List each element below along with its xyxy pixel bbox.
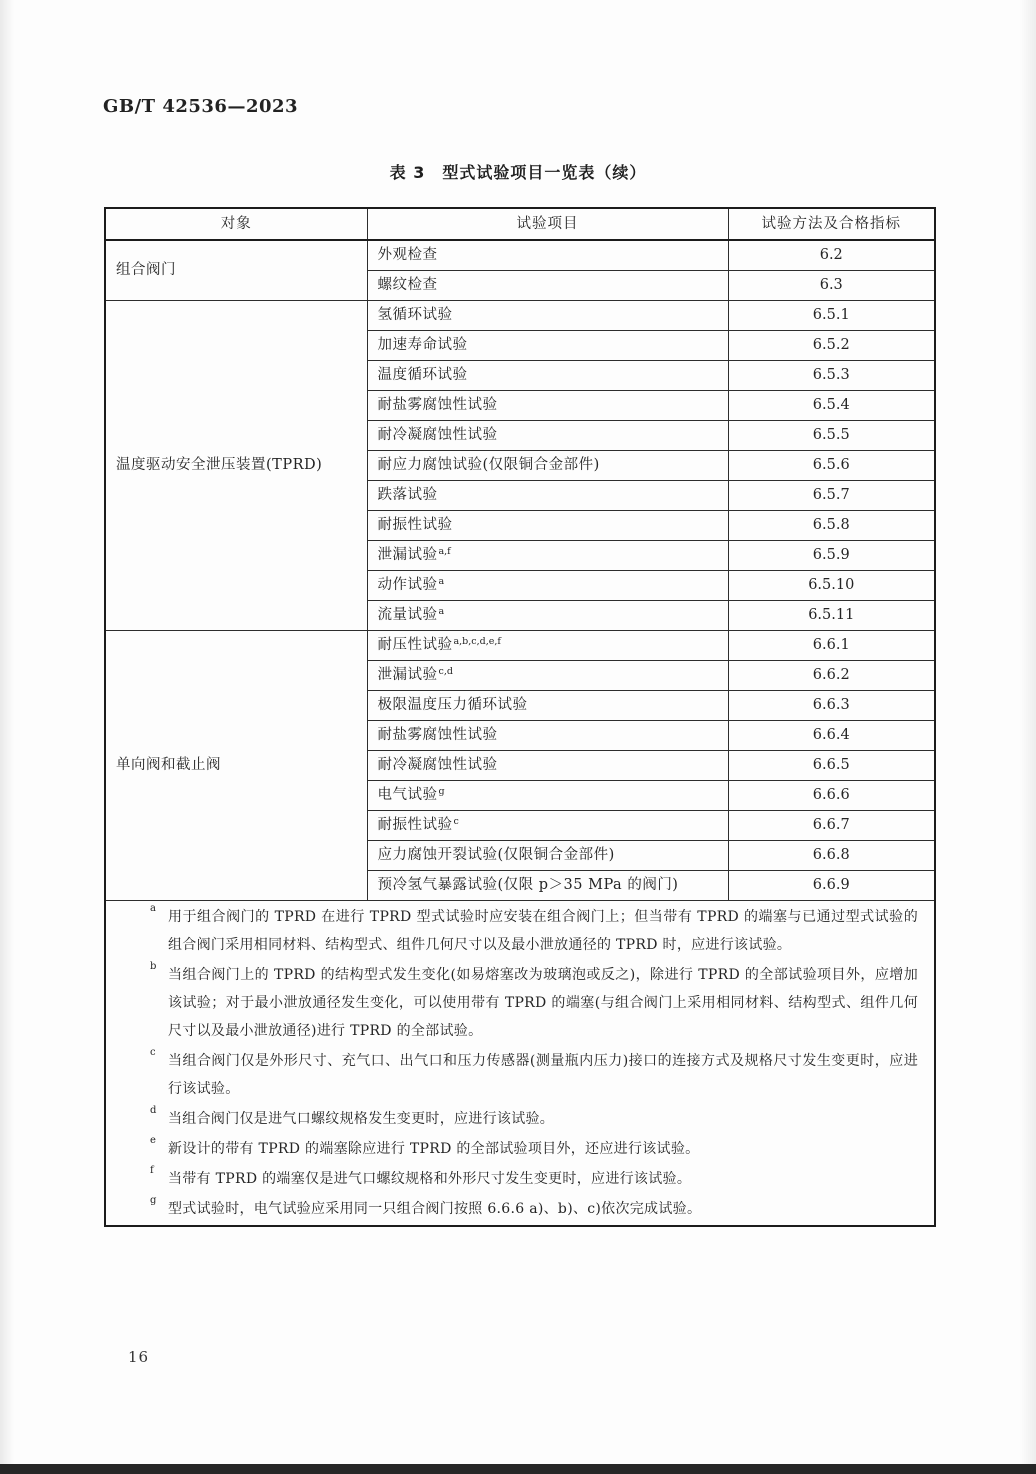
standard-code: GB/T 42536—2023 <box>103 96 299 117</box>
method-clause-cell: 6.5.2 <box>728 331 935 361</box>
footnote-text: 型式试验时，电气试验应采用同一只组合阀门按照 6.6.6 a)、b)、c)依次完成试验。 <box>168 1201 702 1217</box>
footnotes-list <box>116 903 924 1223</box>
object-cell: 组合阀门 <box>105 240 367 301</box>
method-clause-cell: 6.5.10 <box>728 571 935 601</box>
footnote-reference: a <box>438 575 445 587</box>
method-clause-cell: 6.5.6 <box>728 451 935 481</box>
method-clause-cell: 6.6.8 <box>728 841 935 871</box>
footnote-mark: c <box>150 1047 156 1058</box>
method-clause-cell: 6.6.5 <box>728 751 935 781</box>
footnote-text: 当组合阀门仅是外形尺寸、充气口、出气口和压力传感器(测量瓶内压力)接口的连接方式及规格尺寸发生变更时，应进行该试验。 <box>168 1053 918 1097</box>
method-clause-cell: 6.5.5 <box>728 421 935 451</box>
page-number: 16 <box>128 1348 150 1366</box>
table-row <box>105 631 935 661</box>
test-item-cell: 氢循环试验 <box>367 301 728 331</box>
test-table-body <box>105 240 935 901</box>
test-item-cell: 电气试验$^g$ <box>367 781 728 811</box>
test-item-cell: 极限温度压力循环试验 <box>367 691 728 721</box>
test-item-cell: 螺纹检查 <box>367 271 728 301</box>
test-item-cell: 预冷氢气暴露试验(仅限 p＞35 MPa 的阀门) <box>367 871 728 901</box>
footnote-reference: a,f <box>438 545 451 557</box>
footnote-mark: b <box>150 961 157 972</box>
method-clause-cell: 6.6.7 <box>728 811 935 841</box>
method-clause-cell: 6.5.9 <box>728 541 935 571</box>
test-item-cell: 泄漏试验$^{c,d}$ <box>367 661 728 691</box>
footnotes-cell <box>105 901 935 1227</box>
footnotes-row <box>105 901 935 1227</box>
table-header <box>105 208 935 240</box>
footnote-text: 新设计的带有 TPRD 的端塞除应进行 TPRD 的全部试验项目外，还应进行该试验。 <box>168 1141 700 1157</box>
test-item-cell: 应力腐蚀开裂试验(仅限铜合金部件) <box>367 841 728 871</box>
table-footnotes <box>105 901 935 1227</box>
test-item-cell: 耐振性试验 <box>367 511 728 541</box>
footnote-reference: g <box>438 785 445 797</box>
header-row <box>105 208 935 240</box>
footnote <box>116 1105 924 1133</box>
method-clause-cell: 6.3 <box>728 271 935 301</box>
footnote-text: 用于组合阀门的 TPRD 在进行 TPRD 型式试验时应安装在组合阀门上；但当带有 TPRD 的端塞与已通过型式试验的组合阀门采用相同材料、结构型式、组件几何尺寸以及最小泄放通径的 TPRD 时，应进行该试验。 <box>168 909 918 953</box>
header-object: 对象 <box>105 208 367 240</box>
object-cell: 单向阀和截止阀 <box>105 631 367 901</box>
method-clause-cell: 6.5.11 <box>728 601 935 631</box>
method-clause-cell: 6.5.7 <box>728 481 935 511</box>
method-clause-cell: 6.6.4 <box>728 721 935 751</box>
method-clause-cell: 6.5.4 <box>728 391 935 421</box>
test-item-cell: 动作试验$^a$ <box>367 571 728 601</box>
header-test-item: 试验项目 <box>367 208 728 240</box>
method-clause-cell: 6.6.9 <box>728 871 935 901</box>
test-item-cell: 耐应力腐蚀试验(仅限铜合金部件) <box>367 451 728 481</box>
footnote-text: 当带有 TPRD 的端塞仅是进气口螺纹规格和外形尺寸发生变更时，应进行该试验。 <box>168 1171 692 1187</box>
method-clause-cell: 6.6.2 <box>728 661 935 691</box>
test-item-cell: 泄漏试验$^{a,f}$ <box>367 541 728 571</box>
method-clause-cell: 6.2 <box>728 240 935 271</box>
table-title: 表 3 型式试验项目一览表（续） <box>389 163 647 182</box>
footnote-reference: a <box>438 605 445 617</box>
footnote-reference: c,d <box>438 665 453 677</box>
footnote-mark: d <box>150 1105 157 1116</box>
method-clause-cell: 6.6.6 <box>728 781 935 811</box>
footnote <box>116 903 924 959</box>
footnote-mark: a <box>150 903 157 914</box>
footnote-text: 当组合阀门上的 TPRD 的结构型式发生变化(如易熔塞改为玻璃泡或反之)，除进行 TPRD 的全部试验项目外，应增加该试验；对于最小泄放通径发生变化，可以使用带有 TPRD 的端塞(与组合阀门上采用相同材料、结构型式、组件几何尺寸以及最小泄放通径)进行 TPRD 的全部试验。 <box>168 967 918 1039</box>
test-item-cell: 耐振性试验$^c$ <box>367 811 728 841</box>
method-clause-cell: 6.5.1 <box>728 301 935 331</box>
footnote-mark: f <box>150 1165 155 1176</box>
footnote-reference: c <box>453 815 459 827</box>
test-item-cell: 跌落试验 <box>367 481 728 511</box>
type-test-table <box>104 207 936 1227</box>
test-item-cell: 外观检查 <box>367 240 728 271</box>
test-item-cell: 耐冷凝腐蚀性试验 <box>367 751 728 781</box>
object-cell: 温度驱动安全泄压装置(TPRD) <box>105 301 367 631</box>
scan-bottom-edge <box>0 1464 1036 1474</box>
footnote-mark: e <box>150 1135 157 1146</box>
test-item-cell: 温度循环试验 <box>367 361 728 391</box>
footnote <box>116 1165 924 1193</box>
test-item-cell: 耐冷凝腐蚀性试验 <box>367 421 728 451</box>
method-clause-cell: 6.5.3 <box>728 361 935 391</box>
footnote <box>116 1135 924 1163</box>
footnote-reference: a,b,c,d,e,f <box>453 635 501 647</box>
test-item-cell: 流量试验$^a$ <box>367 601 728 631</box>
footnote-text: 当组合阀门仅是进气口螺纹规格发生变更时，应进行该试验。 <box>168 1111 555 1127</box>
method-clause-cell: 6.6.1 <box>728 631 935 661</box>
table-row <box>105 301 935 331</box>
table-row <box>105 240 935 271</box>
footnote-mark: g <box>150 1195 157 1206</box>
test-item-cell: 加速寿命试验 <box>367 331 728 361</box>
header-method: 试验方法及合格指标 <box>728 208 935 240</box>
test-item-cell: 耐盐雾腐蚀性试验 <box>367 391 728 421</box>
method-clause-cell: 6.5.8 <box>728 511 935 541</box>
test-item-cell: 耐压性试验$^{a,b,c,d,e,f}$ <box>367 631 728 661</box>
footnote <box>116 961 924 1045</box>
footnote <box>116 1195 924 1223</box>
test-item-cell: 耐盐雾腐蚀性试验 <box>367 721 728 751</box>
footnote <box>116 1047 924 1103</box>
method-clause-cell: 6.6.3 <box>728 691 935 721</box>
